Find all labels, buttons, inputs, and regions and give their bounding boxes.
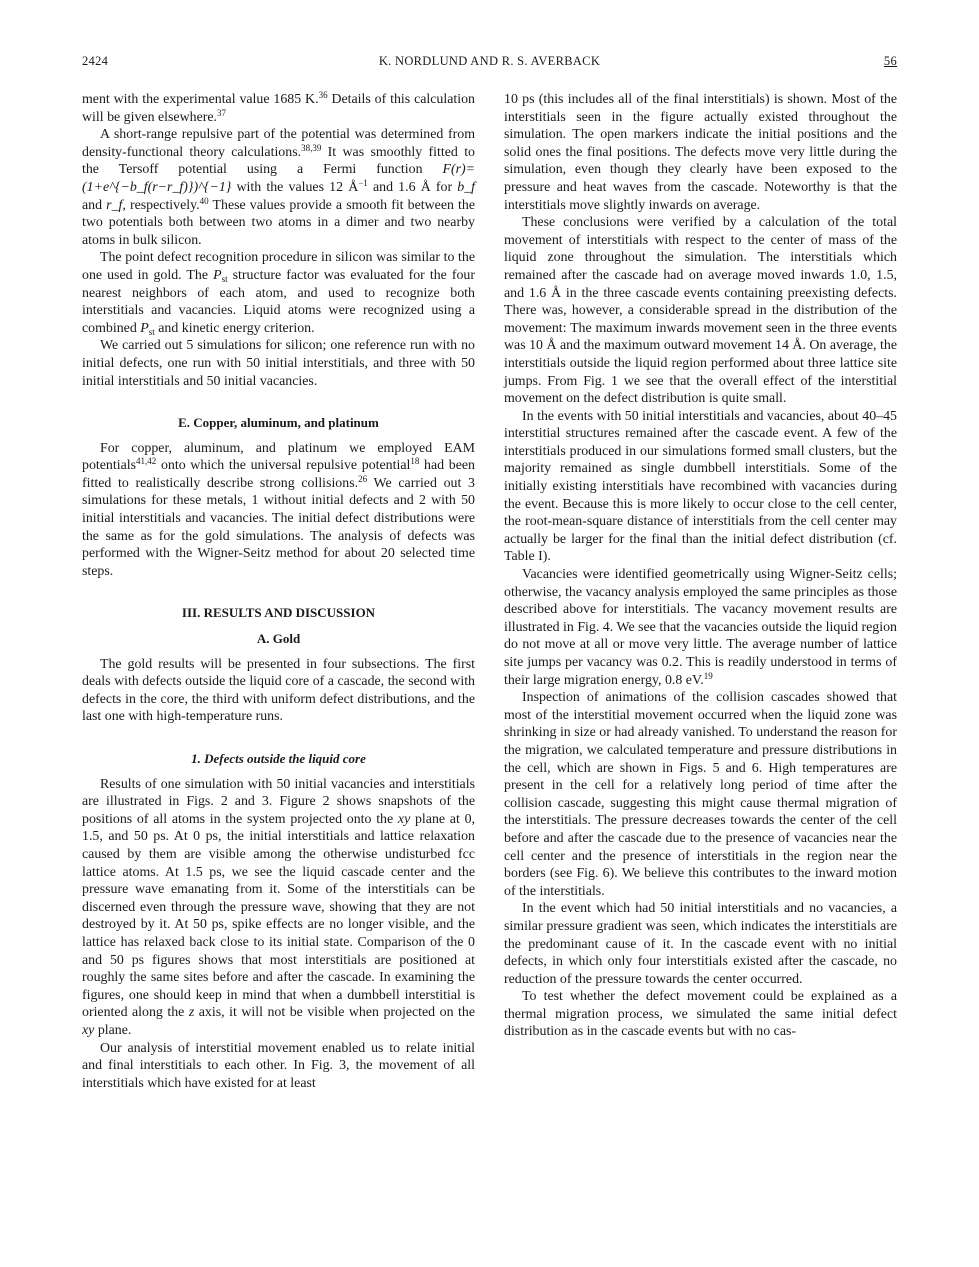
fermi-function-formula: F(r)=(1+e^{−b_f(r−r_f)})^{−1} [82,162,475,195]
paragraph: Our analysis of interstitial movement enabled us to relate initial and final interstitials to each other. In Fig. 3, the movement of all interstitials which have existed for at least [82,1040,475,1091]
paragraph: The point defect recognition procedure in silicon was similar to the one used in gold. The $P_{st}$ structure factor was evaluated for the four nearest neighbors of each atom, and used to recognize both interstitials and vacancies. Liquid atoms were recognized using a combined $P_{st}$ and kinetic energy criterion. [82,250,475,337]
page-number: 2424 [82,54,109,68]
paragraph: Vacancies were identified geometrically using Wigner-Seitz cells; otherwise, the vacancy analysis employed the same principles as those described above for interstitials. The vacancy movement results are illustrated in Fig. 4. We see that the vacancies outside the liquid region do not move at all or move very little. The average number of lattice site jumps per vacancy was 0.2. This is readily understood in terms of their large migration energy, 0.8 eV.$^{19}$ [504,567,897,688]
paragraph: To test whether the defect movement could be explained as a thermal migration process, we simulated the same initial defect distribution as in the cascade events but with no cas- [504,989,897,1040]
section-heading: E. Copper, aluminum, and platinum [178,415,379,431]
subsubsection-heading: 1. Defects outside the liquid core [191,751,366,766]
paragraph: Results of one simulation with 50 initial vacancies and interstitials are illustrated in Figs. 2 and 3. Figure 2 shows snapshots of the positions of all atoms in the system projected onto the xy plane at 0, 1.5, and 50 ps. At 0 ps, the initial interstitials and lattice relaxation caused by them are visible among the otherwise undisturbed fcc lattice atoms. At 1.5 ps, we see the liquid cascade center and the pressure wave emanating from it. Some of the interstitials can be discerned even through the pressure wave, showing that they are not destroyed by it. At 50 ps, spike effects are no longer visible, and the lattice has relaxed back close to its initial state. Comparison of the 0 and 50 ps figures shows that most interstitials are positioned at roughly the same sites before and after the cascade. In examining the figures, one should keep in mind that when a dumbbell interstitial is oriented along the z axis, it will not be visible when projected on the xy plane. [82,776,475,1038]
right-column [504,91,897,1041]
volume-number: 56 [883,54,897,68]
paragraph: In the event which had 50 initial interstitials and no vacancies, a similar pressure gradient was seen, which indicates the interstitials are the predominant cause of it. In the cascade event with no initial defects, in which only four interstitials existed after the cascade, no reduction of the pressure towards the center occurred. [504,901,897,987]
paragraph: For copper, aluminum, and platinum we employed EAM potentials$^{41,42}$ onto which the universal repulsive potential$^{18}$ had been fitted to realistically describe strong collisions.$^{26}$ We carried out 3 simulations for these metals, 1 without initial defects and 2 with 50 initial interstitials and vacancies. The initial defect distributions were the same as for the gold simulations. The analysis of defects was performed with the Wigner-Seitz method for about 20 selected time steps. [82,440,475,579]
paragraph: These conclusions were verified by a calculation of the total movement of interstitials with respect to the center of mass of the liquid zone throughout the simulation. The interstitials which remained after the cascade had on average moved inwards 1.0, 1.5, and 1.6 Å in the three cascade events containing preexisting defects. There was, however, a considerable spread in the distribution of the movement: The maximum inwards movement seen in the three events was 10 Å and the maximum outward movement 14 Å. On average, the interstitials outside the liquid region performed about three lattice site jumps. From Fig. 1 we see that the overall effect of the interstitial movement on the defect distribution is quite small. [504,215,897,407]
paragraph: 10 ps (this includes all of the final interstitials) is shown. Most of the interstitials seen in the figure actually existed throughout the simulation. The open markers indicate the initial positions and the solid ones the final positions. The defects move very little during the simulation, even though they clearly have been exposed to the pressure and heat waves from the cascade. Noteworthy is that the interstitials move slightly inwards on average. [504,92,897,213]
paragraph: We carried out 5 simulations for silicon; one reference run with no initial defects, one run with 50 initial interstitials, and three with 50 initial interstitials and 50 initial vacancies. [82,338,475,389]
paragraph: ment with the experimental value 1685 K.$^{36}$ Details of this calculation will be given elsewhere.$^{37}$ [82,90,476,125]
running-header [82,54,897,74]
left-column [82,91,475,1092]
paragraph: A short-range repulsive part of the potential was determined from density-functional theory calculations.$^{38,39}$ It was smoothly fitted to the Tersoff potential using a Fermi function F(r)=(1+e^{−b_f(r−r_f)})^{−1} with the values 12 $Å^{-1}$ and 1.6 Å for b_f and r_f, respectively.$^{40}$ These values provide a smooth fit between the two potentials both between two atoms in a dimer and two nearby atoms in bulk silicon. [82,127,476,248]
paragraph: Inspection of animations of the collision cascades showed that most of the interstitial movement occurred when the liquid zone was shrinking in size or had already vanished. To understand the reason for the migration, we calculated temperature and pressure distributions in the cell, which are shown in Figs. 5 and 6. High temperatures are present in the cell for a relatively long period of time after the collision cascade, suggesting this might cause thermal migration of the interstitials. The pressure decreases towards the center of the cell before and after the cascade due to the presence of vacancies near the cell center and the presence of interstitials in the region near the borders (see Fig. 6). We believe this contributes to the inward motion of the interstitials. [504,690,897,899]
running-title: K. NORDLUND AND R. S. AVERBACK [378,54,601,68]
paragraph: The gold results will be presented in four subsections. The first deals with defects outside the liquid core of a cascade, the second with defects in the core, the third with uniform defect distributions, and the last one with high-temperature runs. [82,656,475,725]
paragraph: In the events with 50 initial interstitials and vacancies, about 40–45 interstitial structures remained after the cascade event. A few of the interstitials produced in our simulations formed small clusters, but the majority remained as single dumbbell interstitials. Some of the initially existing interstitials have recombined with vacancies during the event. Because this is more likely to occur close to the cell center, the root-mean-square distance of interstitials from the cell center may actually be larger for the final than the initial defect distribution (cf. Table I). [504,408,897,565]
subsection-heading: A. Gold [256,631,301,647]
section-heading: III. RESULTS AND DISCUSSION [181,605,376,621]
